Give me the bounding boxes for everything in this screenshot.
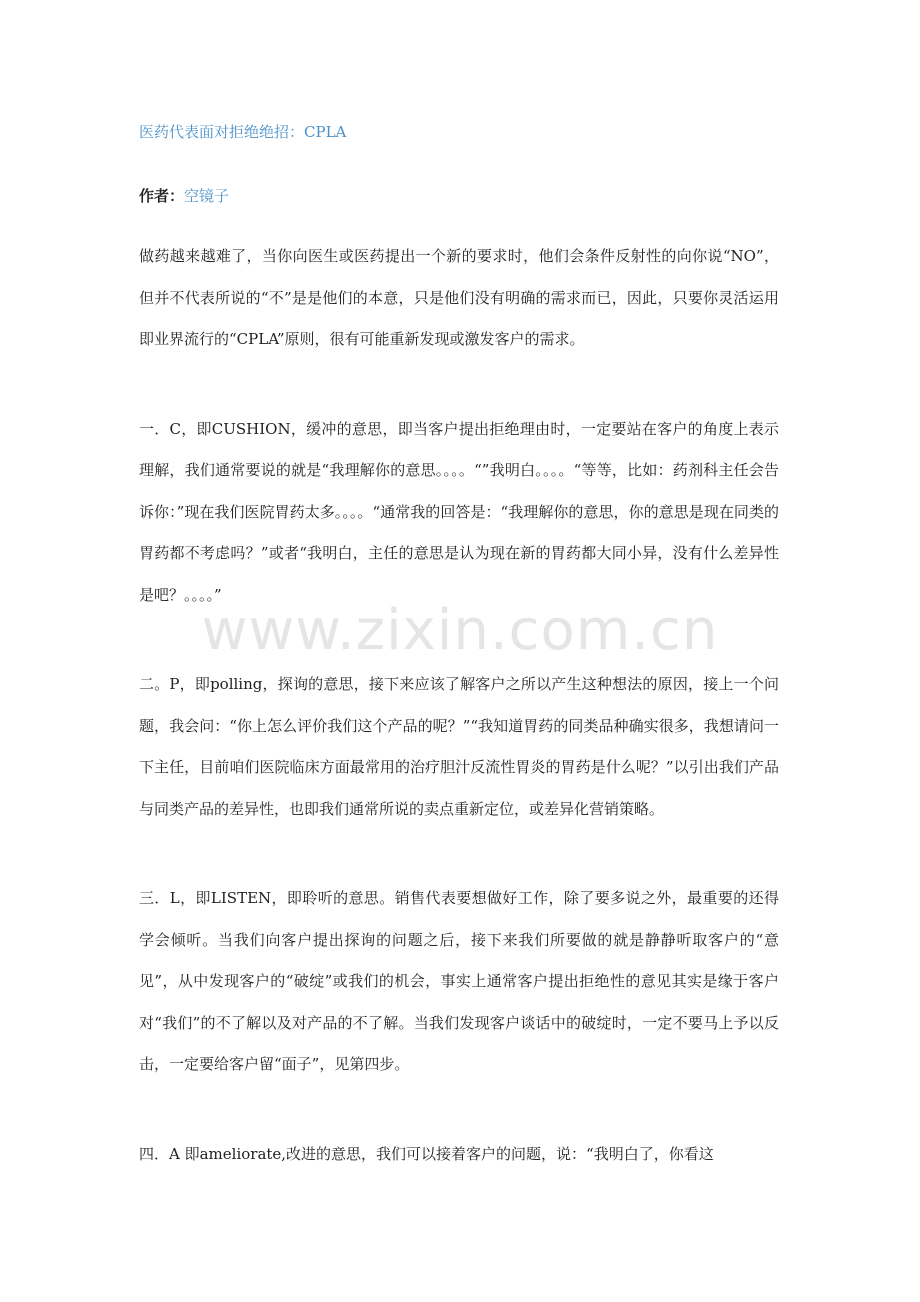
watermark: www.zixin.com.cn [201, 598, 719, 663]
document-title: 医药代表面对拒绝绝招：CPLA [139, 123, 347, 141]
author-name[interactable]: 空镜子 [184, 187, 230, 205]
section-a-paragraph: 四．A 即ameliorate,改进的意思，我们可以接着客户的问题，说：“我明白了，你看这 [139, 1144, 714, 1163]
intro-paragraph: 做药越来越难了，当你向医生或医药提出一个新的要求时，他们会条件反射性的向你说“NO”，但并不代表所说的“不”是是他们的本意，只是他们没有明确的需求而已，因此，只要你灵活运用即业界流行的“CPLA”原则，很有可能重新发现或激发客户的需求。 [139, 247, 779, 348]
author-label: 作者： [139, 187, 185, 205]
section-l-paragraph: 三．L，即LISTEN，即聆听的意思。销售代表要想做好工作，除了要多说之外，最重要的还得学会倾听。当我们向客户提出探询的问题之后，接下来我们所要做的就是静静听取客户的“意见”，从中发现客户的“破绽”或我们的机会，事实上通常客户提出拒绝性的意见其实是缘于客户对“我们”的不了解以及对产品的不了解。当我们发现客户谈话中的破绽时，一定不要马上予以反击，一定要给客户留“面子”，见第四步。 [139, 889, 779, 1073]
section-c-paragraph: 一．C，即CUSHION，缓冲的意思，即当客户提出拒绝理由时，一定要站在客户的角度上表示理解，我们通常要说的就是“我理解你的意思。。。。“”我明白。。。。“等等，比如：药剂科主任会告诉你：”现在我们医院胃药太多。。。。“通常我的回答是：“我理解你的意思，你的意思是现在同类的胃药都不考虑吗？”或者“我明白，主任的意思是认为现在新的胃药都大同小异，没有什么差异性是吧？。。。。” [139, 419, 779, 604]
section-p-paragraph: 二。P，即polling，探询的意思，接下来应该了解客户之所以产生这种想法的原因，接上一个问题，我会问：“你上怎么评价我们这个产品的呢？”“我知道胃药的同类品种确实很多，我想请问一下主任，目前咱们医院临床方面最常用的治疗胆汁反流性胃炎的胃药是什么呢？”以引出我们产品与同类产品的差异性，也即我们通常所说的卖点重新定位，或差异化营销策略。 [139, 675, 779, 818]
author-line [139, 184, 779, 208]
document-page [139, 120, 779, 1175]
